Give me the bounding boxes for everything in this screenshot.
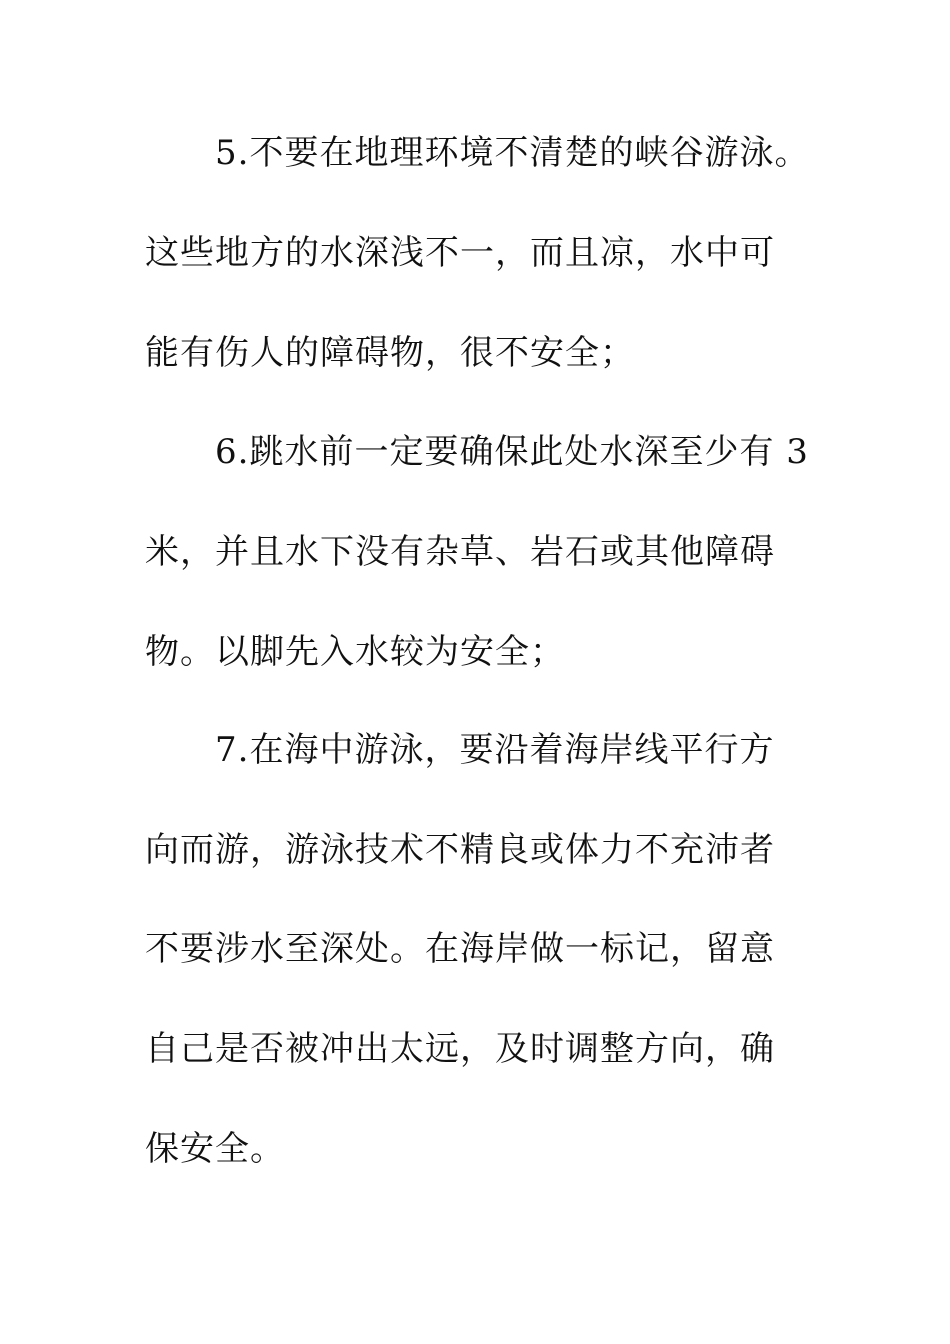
paragraph-6-line-1: 6.跳水前一定要确保此处水深至少有 3	[215, 432, 809, 472]
paragraph-5-line-1: 5.不要在地理环境不清楚的峡谷游泳。	[215, 133, 810, 173]
paragraph-6-line-2: 米，并且水下没有杂草、岩石或其他障碍	[145, 532, 775, 572]
paragraph-7-line-4: 自己是否被冲出太远，及时调整方向，确	[145, 1029, 775, 1069]
paragraph-7-line-2: 向而游，游泳技术不精良或体力不充沛者	[145, 830, 775, 870]
paragraph-5-line-3: 能有伤人的障碍物，很不安全；	[145, 333, 635, 373]
paragraph-7-line-5: 保安全。	[145, 1129, 285, 1169]
paragraph-7-line-1: 7.在海中游泳，要沿着海岸线平行方	[215, 730, 775, 770]
paragraph-7-line-3: 不要涉水至深处。在海岸做一标记，留意	[145, 929, 775, 969]
paragraph-6-line-3: 物。以脚先入水较为安全；	[145, 632, 565, 672]
paragraph-5-line-2: 这些地方的水深浅不一，而且凉，水中可	[145, 233, 775, 273]
